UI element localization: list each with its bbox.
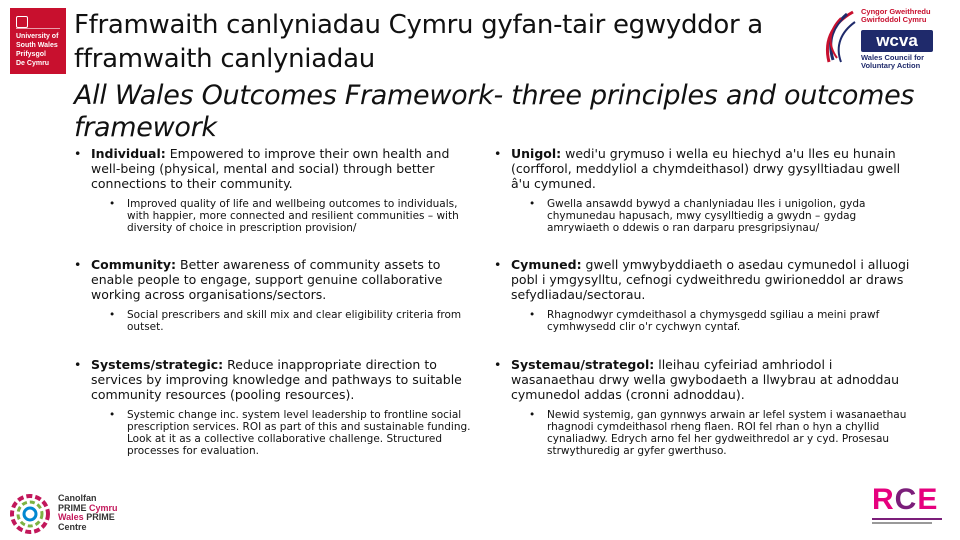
- wcva-en-line: Wales Council for: [861, 53, 925, 62]
- principle-bullet: [494, 357, 914, 402]
- principle-label: Individual:: [91, 146, 166, 161]
- prime-logo-text: [58, 494, 158, 532]
- usw-logo-line: University of: [16, 33, 59, 40]
- usw-logo-line: De Cymru: [16, 60, 50, 67]
- rce-wordmark: [872, 484, 952, 516]
- principle-bullet: [494, 146, 914, 191]
- wcva-brand: wcva: [861, 30, 933, 52]
- prime-line: Canolfan: [58, 493, 97, 503]
- outcome-bullet: • Rhagnodwyr cymdeithasol a chymysgedd sgiliau a meini prawf cymhwysedd clir o'r cychwyn cyntaf.: [494, 309, 914, 333]
- principle-text: Better awareness of community assets to enable people to engage, support genuine collaborative working across organisations/sectors.: [91, 257, 443, 302]
- principle-bullet: [494, 257, 914, 302]
- principle-text: wedi'u grymuso i wella eu hiechyd a'u lles eu hunain (corfforol, meddyliol a chymdeithasol) drwy gysylltiadau gwell â'u cymuned.: [511, 146, 901, 191]
- prime-word: Wales: [58, 512, 87, 522]
- rce-letter: C: [894, 483, 918, 516]
- outcome-bullet: • Gwella ansawdd bywyd a chanlyniadau lles i unigolion, gyda chymunedau hapusach, mwy cysylltiedig a gwydn – gydag amrywiaeth o ddewis o ran darparu presgripsiynau/: [494, 198, 914, 234]
- outcome-bullet: • Newid systemig, gan gynnwys arwain ar lefel system i wasanaethau rhagnodi cymdeithasol rheng flaen. ROI fel rhan o hyn a chyllid cynaliadwy. Edrych arno fel her gydweithredol ar y cyd. Prosesau strwythuredig ar gyfer gwerthuso.: [494, 409, 914, 457]
- principle-text: lleihau cyfeiriad amhriodol i wasanaethau drwy wella gwybodaeth a llwybrau at adnoddau cymunedol addas (cronni adnoddau).: [511, 357, 900, 402]
- principle-label: Systems/strategic:: [91, 357, 224, 372]
- prime-line: Centre: [58, 521, 87, 532]
- usw-logo-line: Prifysgol: [16, 51, 46, 58]
- rce-strapline-bar: [872, 522, 932, 524]
- principle-systems: [74, 357, 474, 457]
- prime-word: PRIME: [58, 502, 90, 513]
- rce-letter: E: [917, 483, 939, 516]
- title-english: All Wales Outcomes Framework- three principles and outcomes framework: [74, 80, 915, 143]
- rce-strapline-bar: [872, 518, 942, 520]
- wcva-welsh-name: [861, 8, 953, 24]
- outcome-bullet: • Social prescribers and skill mix and clear eligibility criteria from outset.: [74, 309, 474, 333]
- principle-systemau: [494, 357, 914, 457]
- prime-centre-logo: [8, 492, 158, 536]
- usw-logo-line: South Wales: [16, 42, 58, 49]
- principle-individual: [74, 146, 474, 234]
- principle-label: Systemau/strategol:: [511, 357, 655, 372]
- wcva-swirl-icon: [815, 8, 859, 66]
- prime-circle-icon: [8, 492, 52, 536]
- outcome-bullet: • Systemic change inc. system level leadership to frontline social prescription services. ROI as part of this and sustainable funding. Look at it as a collective collaborative challenge. Structured processes for evaluation.: [74, 409, 474, 457]
- principle-bullet: [74, 357, 474, 402]
- principle-bullet: [74, 146, 474, 191]
- principle-text: Empowered to improve their own health and well-being (physical, mental and social) through better connections to their community.: [91, 146, 450, 191]
- principle-unigol: [494, 146, 914, 234]
- principle-bullet: [74, 257, 474, 302]
- rce-logo: [872, 484, 952, 528]
- principle-cymuned: [494, 257, 914, 333]
- title-welsh: Fframwaith canlyniadau Cymru gyfan-tair egwyddor a fframwaith canlyniadau: [74, 10, 763, 74]
- wcva-en-line: Voluntary Action: [861, 61, 921, 70]
- principle-label: Community:: [91, 257, 177, 272]
- principle-text: gwell ymwybyddiaeth o asedau cymunedol i alluogi pobl i ymgysylltu, cefnogi cydweithredu gwirioneddol ar draws sefydliadau/sectorau.: [511, 257, 910, 302]
- usw-logo: [10, 8, 66, 74]
- prime-word: Cymru: [89, 502, 118, 513]
- usw-crest-icon: [16, 14, 60, 29]
- principle-label: Unigol:: [511, 146, 562, 161]
- prime-word: PRIME: [86, 512, 115, 522]
- outcome-bullet: • Improved quality of life and wellbeing outcomes to individuals, with happier, more connected and resilient communities – with diversity of choice in prescription provision/: [74, 198, 474, 234]
- wcva-logo: [815, 4, 955, 70]
- rce-letter: R: [872, 483, 895, 516]
- principle-label: Cymuned:: [511, 257, 582, 272]
- wcva-cy-line: Gwirfoddol Cymru: [861, 15, 927, 24]
- principle-text: Reduce inappropriate direction to services by improving knowledge and pathways to suitable community resources (pooling resources).: [91, 357, 462, 402]
- wcva-cy-line: Cyngor Gweithredu: [861, 7, 931, 16]
- wcva-english-name: [861, 54, 953, 70]
- principle-community: [74, 257, 474, 333]
